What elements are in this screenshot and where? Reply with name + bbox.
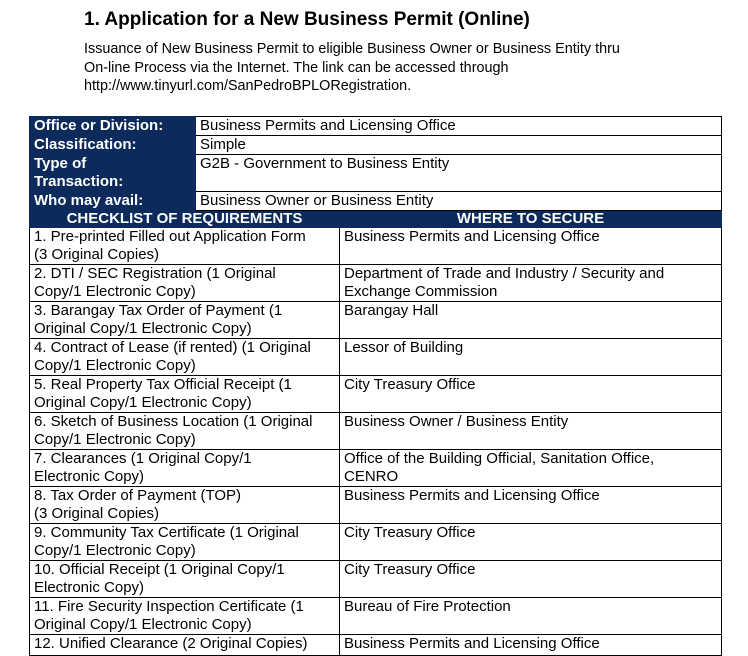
who-label: Who may avail: [30,192,196,211]
where-line: Bureau of Fire Protection [344,598,511,615]
info-row-office [30,117,722,136]
requirement-cell [30,265,340,302]
where-line: Office of the Building Official, Sanitation Office, [344,450,655,467]
requirement-line: 10. Official Receipt (1 Original Copy/1 [34,561,285,578]
table-row [30,524,722,561]
where-cell [340,635,722,656]
header-row [30,211,722,228]
info-row-type [30,155,722,192]
where-cell [340,302,722,339]
type-label [30,155,196,192]
table-row [30,450,722,487]
requirement-line: Original Copy/1 Electronic Copy) [34,616,252,633]
classification-label: Classification: [30,136,196,155]
classification-value: Simple [196,136,722,155]
table-row [30,265,722,302]
type-label-line: Type of [34,155,87,172]
table-row [30,302,722,339]
where-cell [340,228,722,265]
office-value: Business Permits and Licensing Office [196,117,722,136]
requirement-line: Electronic Copy) [34,579,145,596]
requirement-line: Original Copy/1 Electronic Copy) [34,320,252,337]
type-value: G2B - Government to Business Entity [196,155,722,192]
requirement-cell [30,450,340,487]
where-line: CENRO [344,468,399,485]
checklist-header: CHECKLIST OF REQUIREMENTS [30,211,340,228]
requirement-line: 4. Contract of Lease (if rented) (1 Original [34,339,311,356]
requirement-line: 12. Unified Clearance (2 Original Copies) [34,635,308,652]
requirement-line: 7. Clearances (1 Original Copy/1 [34,450,252,467]
requirement-cell [30,598,340,635]
where-cell [340,450,722,487]
requirement-cell [30,339,340,376]
where-cell [340,376,722,413]
requirement-line: 8. Tax Order of Payment (TOP) [34,487,242,504]
requirement-cell [30,487,340,524]
requirement-cell [30,413,340,450]
where-line: City Treasury Office [344,561,476,578]
where-line: Exchange Commission [344,283,498,300]
requirement-cell [30,524,340,561]
requirement-line: 2. DTI / SEC Registration (1 Original [34,265,276,282]
requirement-cell [30,635,340,656]
where-cell [340,265,722,302]
where-line: Department of Trade and Industry / Security and [344,265,665,282]
intro-paragraph [84,40,684,96]
requirement-cell [30,302,340,339]
where-line: Barangay Hall [344,302,439,319]
type-label-line: Transaction: [34,173,124,190]
where-line: Lessor of Building [344,339,464,356]
intro-link: http://www.tinyurl.com/SanPedroBPLORegistration. [84,78,412,94]
requirement-line: 11. Fire Security Inspection Certificate (1 [34,598,304,615]
where-line: City Treasury Office [344,524,476,541]
requirement-line: Copy/1 Electronic Copy) [34,283,196,300]
requirement-line: (3 Original Copies) [34,246,160,263]
where-line: Business Permits and Licensing Office [344,487,600,504]
where-cell [340,487,722,524]
where-line: City Treasury Office [344,376,476,393]
table-row [30,228,722,265]
intro-line: Issuance of New Business Permit to eligible Business Owner or Business Entity thru [84,41,620,57]
table-row [30,376,722,413]
where-cell [340,598,722,635]
requirement-line: 6. Sketch of Business Location (1 Original [34,413,313,430]
where-header: WHERE TO SECURE [340,211,722,228]
table-row [30,598,722,635]
where-line: Business Permits and Licensing Office [344,635,600,652]
requirement-line: 1. Pre-printed Filled out Application Form [34,228,306,245]
where-line: Business Permits and Licensing Office [344,228,600,245]
requirement-line: Original Copy/1 Electronic Copy) [34,394,252,411]
requirement-line: 5. Real Property Tax Official Receipt (1 [34,376,292,393]
where-cell [340,561,722,598]
requirement-line: 3. Barangay Tax Order of Payment (1 [34,302,283,319]
intro-line: On-line Process via the Internet. The link can be accessed through [84,59,509,76]
where-line: Business Owner / Business Entity [344,413,569,430]
requirements-table [29,116,722,656]
requirement-cell [30,228,340,265]
table-row [30,339,722,376]
info-row-classification [30,136,722,155]
requirement-line: Copy/1 Electronic Copy) [34,431,196,448]
table-row [30,413,722,450]
where-cell [340,524,722,561]
where-cell [340,413,722,450]
page-title: 1. Application for a New Business Permit (Online) [84,9,530,30]
info-row-who [30,192,722,211]
requirement-line: Copy/1 Electronic Copy) [34,357,196,374]
requirement-cell [30,561,340,598]
table-row [30,635,722,656]
who-value: Business Owner or Business Entity [196,192,722,211]
office-label: Office or Division: [30,117,196,136]
requirement-line: (3 Original Copies) [34,505,160,522]
where-cell [340,339,722,376]
requirement-line: Electronic Copy) [34,468,145,485]
table-row [30,487,722,524]
table-row [30,561,722,598]
requirement-line: 9. Community Tax Certificate (1 Original [34,524,299,541]
requirement-line: Copy/1 Electronic Copy) [34,542,196,559]
requirement-cell [30,376,340,413]
